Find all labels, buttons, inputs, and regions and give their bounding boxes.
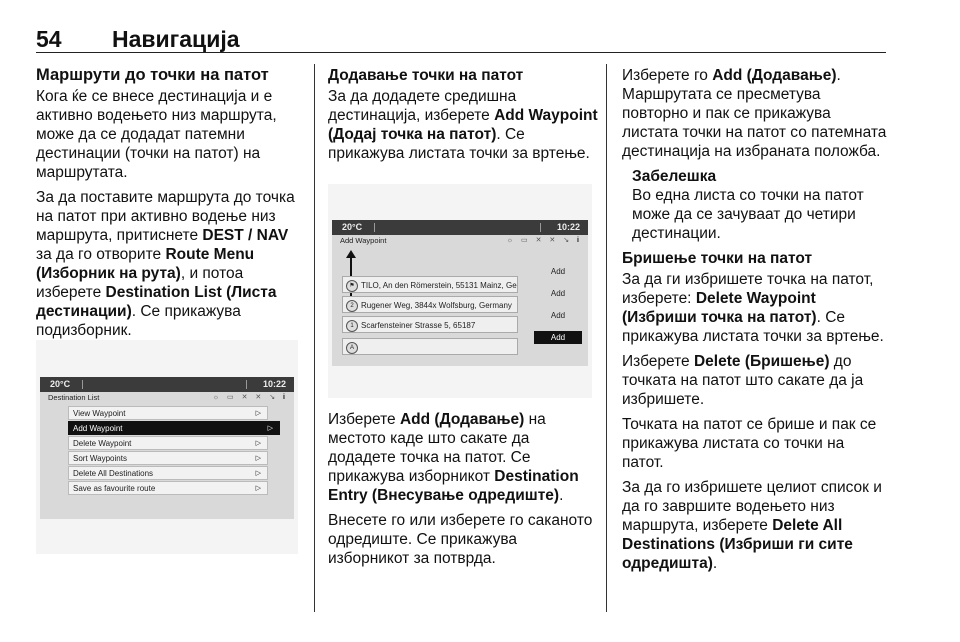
paragraph (622, 270, 890, 346)
text: . Се прикажува листата точки за вртење. (622, 309, 884, 345)
text: . (559, 487, 564, 504)
divider (246, 380, 247, 389)
infotainment-screen (332, 220, 588, 366)
column-1 (36, 66, 302, 346)
text: За да поставите маршрута до точка на патот при активно водење низ маршрута, притиснете (36, 189, 295, 244)
clock: 10:22 (262, 379, 286, 389)
note-text: Во една листа со точки на патот може да се зачуваат до четири дестинации. (632, 187, 864, 242)
page-header (36, 26, 886, 54)
waypoint-label: Rugener Weg, 3844x Wolfsburg, Germany (361, 301, 512, 310)
paragraph (622, 352, 890, 409)
text: За да го избришете целиот список и да го завршите водењето низ маршрута, изберете (622, 479, 882, 534)
status-bar (332, 220, 588, 235)
figure-destination-list (36, 340, 298, 554)
flag-icon: ⚑ (346, 280, 358, 292)
menu-item-label: Save as favourite route (73, 484, 156, 493)
waypoint-row-start[interactable] (342, 338, 518, 355)
menu-item-label: Delete All Destinations (73, 469, 154, 478)
menu-item-label: Add Waypoint (73, 424, 123, 433)
menu-item-delete-all[interactable] (68, 466, 268, 480)
column-divider-2 (606, 64, 607, 612)
note-box (632, 167, 890, 243)
waypoint-2-icon: 2 (346, 300, 358, 312)
text: . Маршрутата се пресметува повторно и пак се прикажува листата точки на патот со патемната дестинација на избраната положба. (622, 67, 887, 160)
menu-item-delete-waypoint[interactable] (68, 436, 268, 450)
text: . Се прикажува листата точки за вртење. (328, 126, 590, 162)
header-divider (36, 52, 886, 53)
status-bar (40, 377, 294, 392)
bold-text: Destination List (Листа дестинации) (36, 284, 277, 320)
info-icon: i (283, 394, 288, 401)
waypoint-row-1[interactable] (342, 316, 518, 333)
text: Кога ќе се внесе дестинација и е активно водењето низ маршрута, може да се додадат патемни дестинации (точки на патот) на маршрутата. (36, 88, 277, 181)
paragraph (36, 188, 302, 340)
temperature: 20°C (50, 379, 71, 389)
paragraph (328, 511, 598, 568)
paragraph (622, 478, 890, 573)
heading-add-waypoints: Додавање точки на патот (328, 67, 524, 84)
figure-add-waypoint (328, 184, 592, 398)
menu-item-add-waypoint[interactable] (68, 421, 280, 435)
status-icons (213, 393, 288, 401)
add-button[interactable]: Add (550, 311, 566, 320)
arrow-right-icon: ▷ (255, 470, 261, 477)
paragraph (622, 66, 890, 161)
status-icons (507, 236, 582, 244)
column-2-lower (328, 410, 598, 574)
text: на местото каде што сакате да додадете точка на патот. Се прикажува изборникот (328, 411, 546, 485)
paragraph (328, 410, 598, 505)
status-icons-row: ☼ ▭ ✕ ✕ ↘ (506, 237, 573, 244)
text: Точката на патот се брише и пак се прикажува листата со точки на патот. (622, 416, 877, 471)
bold-text: Delete All Destinations (Избриши ги сите одредишта) (622, 517, 853, 572)
note-title: Забелешка (632, 168, 717, 185)
bold-text: Add (Додавање) (712, 67, 837, 84)
divider (540, 223, 541, 232)
text: Изберете го (622, 67, 713, 84)
column-divider-1 (314, 64, 315, 612)
bold-text: Destination Entry (Внесување одредиште) (328, 468, 579, 504)
column-2 (328, 66, 598, 169)
waypoint-row-2[interactable] (342, 296, 518, 313)
clock: 10:22 (556, 222, 580, 232)
menu-item-label: View Waypoint (73, 409, 126, 418)
waypoint-label: Scarfensteiner Strasse 5, 65187 (361, 321, 476, 330)
divider (82, 380, 83, 389)
infotainment-screen (40, 377, 294, 519)
bold-text: DEST / NAV (202, 227, 289, 244)
divider (374, 223, 375, 232)
text: Изберете (328, 411, 400, 428)
text: За да ги избришете точка на патот, изберете: (622, 271, 874, 307)
start-icon: A (346, 342, 358, 354)
column-3 (622, 66, 890, 579)
waypoint-row-destination[interactable] (342, 276, 518, 293)
heading-routes-waypoints: Маршрути до точки на патот (36, 66, 269, 84)
bold-text: Add (Додавање) (399, 411, 525, 428)
menu-item-label: Sort Waypoints (73, 454, 127, 463)
screen-title: Add Waypoint (340, 236, 387, 245)
arrow-right-icon: ▷ (255, 455, 261, 462)
text: За да додадете средишна дестинација, изберете (328, 88, 517, 124)
menu-item-save-favourite[interactable] (68, 481, 268, 495)
paragraph (622, 415, 890, 472)
status-icons-row: ☼ ▭ ✕ ✕ ↘ (212, 394, 279, 401)
arrow-right-icon: ▷ (255, 440, 261, 447)
arrow-right-icon: ▷ (255, 485, 261, 492)
text: . (712, 555, 718, 572)
add-button-selected[interactable]: Add (534, 331, 582, 344)
waypoint-label: TILO, An den Römerstein, 55131 Mainz, Ge (361, 281, 517, 290)
info-icon: i (577, 237, 582, 244)
paragraph (36, 87, 302, 182)
paragraph (328, 87, 598, 163)
section-title: Навигација (112, 26, 240, 52)
text: Изберете (622, 353, 694, 370)
up-arrow-icon (346, 250, 356, 258)
temperature: 20°C (342, 222, 363, 232)
screen-title: Destination List (48, 393, 100, 402)
bold-text: Delete Waypoint (Избриши точка на патот) (622, 290, 817, 326)
menu-item-view-waypoint[interactable] (68, 406, 268, 420)
menu-item-label: Delete Waypoint (73, 439, 132, 448)
arrow-right-icon: ▷ (255, 410, 261, 417)
waypoint-1-icon: 1 (346, 320, 358, 332)
text: за да го отворите (36, 246, 166, 263)
bold-text: Delete (Бришење) (693, 353, 830, 370)
menu-item-sort-waypoints[interactable] (68, 451, 268, 465)
bold-text: Route Menu (Изборник на рута) (36, 246, 255, 282)
page-number: 54 (36, 26, 62, 52)
heading-delete-waypoints: Бришење точки на патот (622, 250, 813, 267)
bold-text: Add Waypoint (Додај точка на патот) (328, 107, 598, 143)
arrow-right-icon: ▷ (267, 425, 273, 432)
add-button[interactable]: Add (550, 267, 566, 276)
text: . Се прикажува подизборник. (36, 303, 241, 339)
add-button[interactable]: Add (550, 289, 566, 298)
text: Внесете го или изберете го саканото одредиште. Се прикажува изборникот за потврда. (328, 512, 593, 567)
text: , и потоа изберете (36, 265, 244, 301)
text: до точката на патот што сакате да ја избришете. (622, 353, 864, 408)
